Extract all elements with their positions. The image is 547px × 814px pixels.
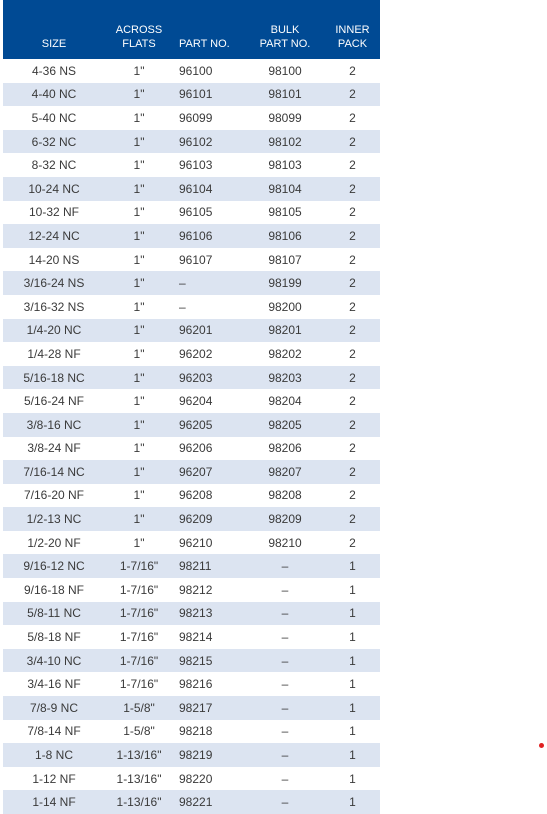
cell-size: 4-40 NC	[3, 83, 105, 107]
cell-inner-pack: 2	[325, 389, 380, 413]
cell-bulk-part-no: 98206	[245, 437, 325, 461]
table-row	[3, 672, 380, 696]
cell-part-no: 96106	[173, 224, 245, 248]
cell-size: 3/4-10 NC	[3, 649, 105, 673]
cell-part-no: 98216	[173, 672, 245, 696]
cell-bulk-part-no: 98205	[245, 413, 325, 437]
table-header	[3, 0, 380, 59]
cell-inner-pack: 2	[325, 153, 380, 177]
cell-inner-pack: 2	[325, 248, 380, 272]
cell-across-flats: 1"	[105, 224, 173, 248]
cell-inner-pack: 2	[325, 531, 380, 555]
cell-size: 7/8-14 NF	[3, 720, 105, 744]
cell-across-flats: 1"	[105, 389, 173, 413]
cell-size: 3/16-24 NS	[3, 271, 105, 295]
cell-part-no: 96202	[173, 342, 245, 366]
cell-across-flats: 1"	[105, 437, 173, 461]
cell-across-flats: 1-5/8"	[105, 696, 173, 720]
cell-size: 3/4-16 NF	[3, 672, 105, 696]
cell-size: 7/16-20 NF	[3, 484, 105, 508]
table-row	[3, 413, 380, 437]
cell-across-flats: 1"	[105, 130, 173, 154]
cell-part-no: 98214	[173, 625, 245, 649]
cell-across-flats: 1"	[105, 153, 173, 177]
red-dot-marker	[539, 743, 544, 748]
cell-across-flats: 1"	[105, 413, 173, 437]
cell-bulk-part-no: –	[245, 672, 325, 696]
spec-table	[3, 0, 380, 814]
table-row	[3, 649, 380, 673]
cell-size: 1/2-13 NC	[3, 507, 105, 531]
cell-part-no: 96204	[173, 389, 245, 413]
cell-part-no: 98219	[173, 743, 245, 767]
cell-bulk-part-no: 98099	[245, 106, 325, 130]
table-row	[3, 106, 380, 130]
cell-bulk-part-no: –	[245, 625, 325, 649]
cell-bulk-part-no: 98100	[245, 59, 325, 83]
cell-size: 10-24 NC	[3, 177, 105, 201]
header-size: SIZE	[3, 0, 105, 59]
cell-across-flats: 1"	[105, 507, 173, 531]
cell-size: 1/2-20 NF	[3, 531, 105, 555]
cell-size: 5/16-24 NF	[3, 389, 105, 413]
cell-size: 3/16-32 NS	[3, 295, 105, 319]
cell-across-flats: 1"	[105, 460, 173, 484]
cell-inner-pack: 1	[325, 649, 380, 673]
cell-inner-pack: 2	[325, 484, 380, 508]
cell-size: 5/8-18 NF	[3, 625, 105, 649]
cell-bulk-part-no: –	[245, 790, 325, 814]
cell-part-no: 98217	[173, 696, 245, 720]
cell-size: 9/16-12 NC	[3, 554, 105, 578]
table-row	[3, 153, 380, 177]
cell-bulk-part-no: 98101	[245, 83, 325, 107]
cell-bulk-part-no: 98106	[245, 224, 325, 248]
cell-part-no: 96203	[173, 366, 245, 390]
cell-bulk-part-no: 98200	[245, 295, 325, 319]
cell-inner-pack: 2	[325, 413, 380, 437]
cell-part-no: 98218	[173, 720, 245, 744]
header-part-no: PART NO.	[173, 0, 245, 59]
cell-part-no: 96205	[173, 413, 245, 437]
cell-across-flats: 1-5/8"	[105, 720, 173, 744]
cell-across-flats: 1"	[105, 531, 173, 555]
cell-inner-pack: 1	[325, 720, 380, 744]
cell-part-no: 96201	[173, 319, 245, 343]
table-row	[3, 342, 380, 366]
cell-part-no: 96105	[173, 201, 245, 225]
cell-size: 7/16-14 NC	[3, 460, 105, 484]
table-row	[3, 59, 380, 83]
cell-across-flats: 1"	[105, 83, 173, 107]
header-inner-pack: INNER PACK	[325, 0, 380, 59]
cell-part-no: 96206	[173, 437, 245, 461]
cell-inner-pack: 1	[325, 743, 380, 767]
table-row	[3, 578, 380, 602]
cell-inner-pack: 2	[325, 366, 380, 390]
cell-bulk-part-no: 98107	[245, 248, 325, 272]
cell-across-flats: 1"	[105, 342, 173, 366]
cell-inner-pack: 2	[325, 437, 380, 461]
table-row	[3, 295, 380, 319]
cell-part-no: 96100	[173, 59, 245, 83]
cell-inner-pack: 2	[325, 507, 380, 531]
cell-part-no: 98211	[173, 554, 245, 578]
cell-across-flats: 1"	[105, 295, 173, 319]
cell-size: 3/8-16 NC	[3, 413, 105, 437]
cell-part-no: –	[173, 295, 245, 319]
cell-inner-pack: 1	[325, 790, 380, 814]
cell-bulk-part-no: 98199	[245, 271, 325, 295]
cell-bulk-part-no: –	[245, 578, 325, 602]
cell-inner-pack: 1	[325, 696, 380, 720]
cell-part-no: 96209	[173, 507, 245, 531]
cell-inner-pack: 2	[325, 342, 380, 366]
cell-across-flats: 1-13/16"	[105, 767, 173, 791]
header-bulk-part-no: BULK PART NO.	[245, 0, 325, 59]
table-row	[3, 177, 380, 201]
cell-part-no: 96102	[173, 130, 245, 154]
table-row	[3, 767, 380, 791]
cell-part-no: 98212	[173, 578, 245, 602]
cell-across-flats: 1"	[105, 366, 173, 390]
cell-across-flats: 1"	[105, 59, 173, 83]
cell-part-no: 98213	[173, 602, 245, 626]
cell-bulk-part-no: 98201	[245, 319, 325, 343]
cell-across-flats: 1"	[105, 319, 173, 343]
cell-inner-pack: 1	[325, 767, 380, 791]
cell-across-flats: 1-7/16"	[105, 554, 173, 578]
table-row	[3, 83, 380, 107]
cell-size: 3/8-24 NF	[3, 437, 105, 461]
cell-inner-pack: 2	[325, 177, 380, 201]
table-row	[3, 460, 380, 484]
cell-part-no: 96104	[173, 177, 245, 201]
cell-inner-pack: 1	[325, 672, 380, 696]
cell-inner-pack: 2	[325, 201, 380, 225]
cell-size: 4-36 NS	[3, 59, 105, 83]
table-row	[3, 319, 380, 343]
cell-bulk-part-no: 98203	[245, 366, 325, 390]
cell-inner-pack: 2	[325, 106, 380, 130]
cell-bulk-part-no: 98210	[245, 531, 325, 555]
cell-size: 1-14 NF	[3, 790, 105, 814]
cell-bulk-part-no: 98204	[245, 389, 325, 413]
cell-part-no: 98215	[173, 649, 245, 673]
cell-bulk-part-no: –	[245, 767, 325, 791]
cell-inner-pack: 1	[325, 578, 380, 602]
cell-size: 5/16-18 NC	[3, 366, 105, 390]
table-row	[3, 389, 380, 413]
cell-part-no: 98221	[173, 790, 245, 814]
table-row	[3, 531, 380, 555]
cell-size: 5-40 NC	[3, 106, 105, 130]
cell-bulk-part-no: –	[245, 554, 325, 578]
table-row	[3, 743, 380, 767]
cell-bulk-part-no: 98104	[245, 177, 325, 201]
cell-inner-pack: 2	[325, 224, 380, 248]
cell-size: 9/16-18 NF	[3, 578, 105, 602]
cell-size: 6-32 NC	[3, 130, 105, 154]
cell-size: 8-32 NC	[3, 153, 105, 177]
cell-inner-pack: 2	[325, 59, 380, 83]
cell-part-no: –	[173, 271, 245, 295]
cell-across-flats: 1-7/16"	[105, 649, 173, 673]
table-row	[3, 625, 380, 649]
cell-size: 1/4-28 NF	[3, 342, 105, 366]
table-row	[3, 696, 380, 720]
table-row	[3, 602, 380, 626]
cell-bulk-part-no: –	[245, 602, 325, 626]
table-row	[3, 484, 380, 508]
cell-size: 14-20 NS	[3, 248, 105, 272]
cell-bulk-part-no: 98208	[245, 484, 325, 508]
cell-across-flats: 1-7/16"	[105, 625, 173, 649]
cell-inner-pack: 1	[325, 625, 380, 649]
table-body	[3, 59, 380, 814]
cell-part-no: 96208	[173, 484, 245, 508]
table-row	[3, 366, 380, 390]
cell-bulk-part-no: 98102	[245, 130, 325, 154]
cell-across-flats: 1"	[105, 484, 173, 508]
cell-bulk-part-no: –	[245, 743, 325, 767]
cell-bulk-part-no: 98105	[245, 201, 325, 225]
table-row	[3, 130, 380, 154]
cell-across-flats: 1-7/16"	[105, 602, 173, 626]
cell-across-flats: 1"	[105, 106, 173, 130]
cell-bulk-part-no: –	[245, 720, 325, 744]
table-row	[3, 554, 380, 578]
cell-size: 12-24 NC	[3, 224, 105, 248]
table-row	[3, 437, 380, 461]
table-row	[3, 271, 380, 295]
cell-across-flats: 1"	[105, 271, 173, 295]
cell-across-flats: 1-13/16"	[105, 743, 173, 767]
cell-size: 10-32 NF	[3, 201, 105, 225]
cell-bulk-part-no: –	[245, 649, 325, 673]
header-row	[3, 0, 380, 59]
cell-bulk-part-no: 98202	[245, 342, 325, 366]
cell-part-no: 96101	[173, 83, 245, 107]
table-row	[3, 720, 380, 744]
table-row	[3, 790, 380, 814]
cell-across-flats: 1-7/16"	[105, 672, 173, 696]
cell-across-flats: 1"	[105, 201, 173, 225]
cell-across-flats: 1-13/16"	[105, 790, 173, 814]
cell-part-no: 96207	[173, 460, 245, 484]
cell-across-flats: 1"	[105, 177, 173, 201]
cell-size: 1-12 NF	[3, 767, 105, 791]
cell-part-no: 96107	[173, 248, 245, 272]
cell-inner-pack: 2	[325, 83, 380, 107]
cell-part-no: 96099	[173, 106, 245, 130]
table-row	[3, 507, 380, 531]
cell-bulk-part-no: –	[245, 696, 325, 720]
header-across-flats: ACROSS FLATS	[105, 0, 173, 59]
cell-size: 7/8-9 NC	[3, 696, 105, 720]
cell-bulk-part-no: 98207	[245, 460, 325, 484]
cell-inner-pack: 2	[325, 130, 380, 154]
cell-inner-pack: 2	[325, 295, 380, 319]
cell-bulk-part-no: 98103	[245, 153, 325, 177]
cell-size: 1/4-20 NC	[3, 319, 105, 343]
cell-size: 5/8-11 NC	[3, 602, 105, 626]
cell-part-no: 98220	[173, 767, 245, 791]
cell-part-no: 96210	[173, 531, 245, 555]
table-row	[3, 248, 380, 272]
cell-across-flats: 1-7/16"	[105, 578, 173, 602]
cell-part-no: 96103	[173, 153, 245, 177]
cell-inner-pack: 2	[325, 460, 380, 484]
cell-inner-pack: 2	[325, 319, 380, 343]
table-row	[3, 224, 380, 248]
cell-bulk-part-no: 98209	[245, 507, 325, 531]
table-row	[3, 201, 380, 225]
cell-inner-pack: 1	[325, 554, 380, 578]
cell-size: 1-8 NC	[3, 743, 105, 767]
cell-inner-pack: 2	[325, 271, 380, 295]
cell-inner-pack: 1	[325, 602, 380, 626]
cell-across-flats: 1"	[105, 248, 173, 272]
